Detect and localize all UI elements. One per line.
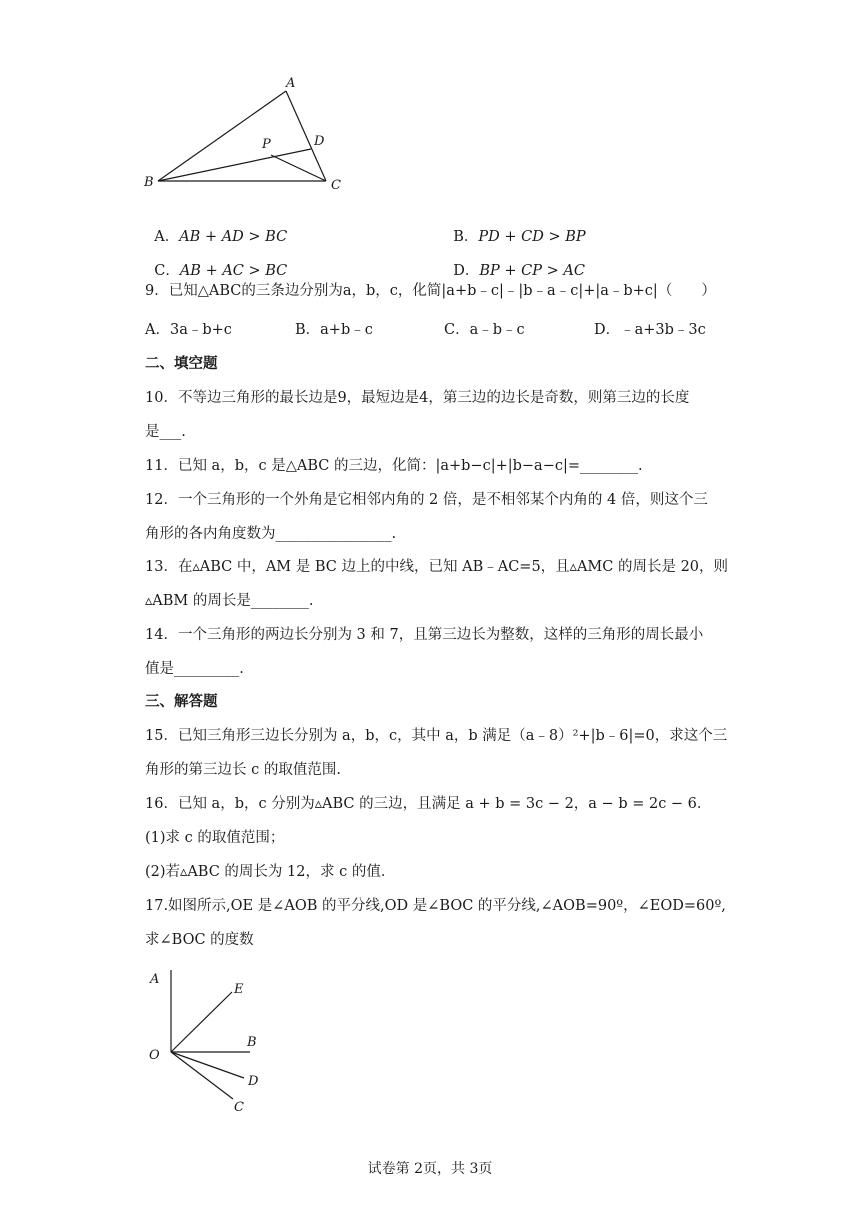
q12-line2: 角形的各内角度数为________________.	[145, 526, 397, 542]
ray-oe	[171, 992, 232, 1052]
q16-part1: (1)求 c 的取值范围；	[145, 830, 285, 846]
section-answer-title: 三、解答题	[145, 693, 218, 710]
q16-line1: 16．已知 a，b，c 分别为▵ABC 的三边，且满足 a + b = 3c − 2，a − b = 2c − 6．	[145, 796, 712, 812]
triangle-figure	[140, 72, 350, 197]
label-b: B	[247, 1035, 257, 1050]
q9-option-d: D．﹣a+3b﹣3c	[594, 322, 706, 338]
q10-line2: 是___.	[145, 424, 186, 440]
ray-oc	[171, 1052, 233, 1099]
q9-option-b: B．a+b﹣c	[295, 322, 373, 338]
label-a: A	[286, 76, 296, 91]
label-o: O	[149, 1048, 160, 1063]
label-e: E	[234, 982, 244, 997]
q8-option-c: C．AB + AC > BC	[154, 263, 288, 279]
angle-figure	[140, 965, 280, 1125]
q13-line1: 13．在▵ABC 中，AM 是 BC 边上的中线，已知 AB﹣AC=5，且▵AMC 的周长是 20，则	[145, 559, 729, 575]
q8-option-a: A．AB + AD > BC	[154, 229, 288, 245]
label-a: A	[150, 972, 160, 987]
q15-line1: 15．已知三角形三边长分别为 a，b，c，其中 a，b 满足（a﹣8）²+|b﹣6|=0，求这个三	[145, 728, 728, 744]
q8-option-d: D．BP + CP > AC	[453, 263, 585, 279]
label-c: C	[234, 1100, 244, 1115]
section-fill-in-title: 二、填空题	[145, 355, 218, 372]
q16-part2: (2)若▵ABC 的周长为 12，求 c 的值．	[145, 864, 396, 880]
q10-line1: 10．不等边三角形的最长边是9，最短边是4，第三边的边长是奇数，则第三边的长度	[145, 390, 690, 406]
ray-od	[171, 1052, 244, 1078]
label-d: D	[314, 134, 325, 149]
q14-line1: 14．一个三角形的两边长分别为 3 和 7，且第三边长为整数，这样的三角形的周长最小	[145, 627, 704, 643]
q13-line2: ▵ABM 的周长是________.	[145, 593, 314, 609]
label-p: P	[262, 137, 271, 152]
segment-pc	[271, 155, 326, 181]
q8-option-b: B．PD + CD > BP	[453, 229, 586, 245]
q17-line2: 求∠BOC 的度数	[145, 932, 254, 948]
q14-line2: 值是_________.	[145, 661, 244, 677]
label-c: C	[331, 178, 341, 193]
q15-line2: 角形的第三边长 c 的取值范围.	[145, 762, 341, 778]
q9-option-a: A．3a﹣b+c	[145, 322, 232, 338]
q12-line1: 12．一个三角形的一个外角是它相邻内角的 2 倍，是不相邻某个内角的 4 倍，则这个三	[145, 492, 708, 508]
page-footer: 试卷第 2页，共 3页	[367, 1161, 493, 1177]
label-b: B	[144, 175, 154, 190]
q17-line1: 17.如图所示,OE 是∠AOB 的平分线,OD 是∠BOC 的平分线,∠AOB=90º，∠EOD=60º,	[145, 898, 726, 914]
q11-line1: 11．已知 a，b，c 是△ABC 的三边，化简：|a+b−c|+|b−a−c|=________.	[145, 458, 643, 474]
q9-option-c: C．a﹣b﹣c	[444, 322, 525, 338]
label-d: D	[248, 1074, 259, 1089]
q9-stem: 9．已知△ABC的三条边分别为a，b，c，化简|a+b﹣c|﹣|b﹣a﹣c|+|a﹣b+c|（ ）	[145, 283, 716, 299]
